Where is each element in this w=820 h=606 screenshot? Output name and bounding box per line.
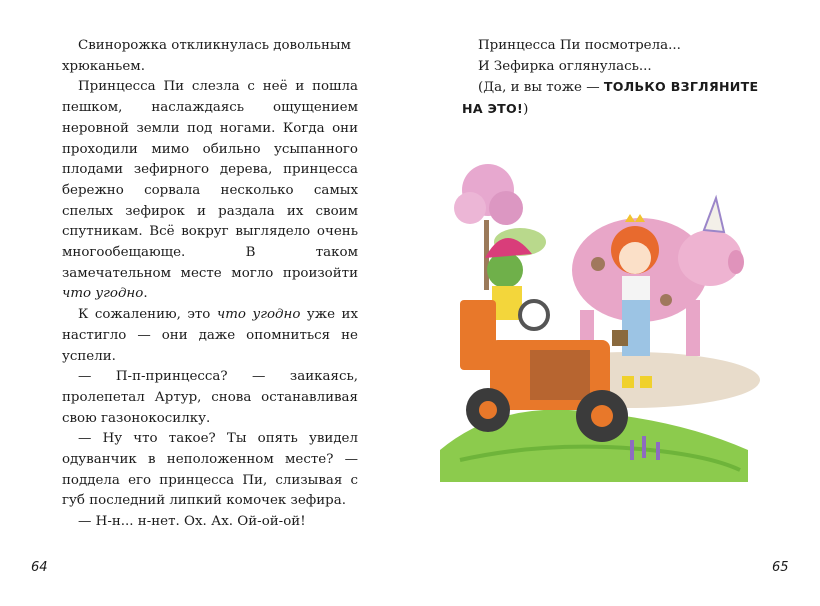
paragraph-3 — [62, 305, 358, 367]
line-4 — [462, 99, 762, 121]
paragraph-6: — Н-н... н-нет. Ох. Ах. Ой-ой-ой! — [78, 514, 306, 530]
left-text-column — [62, 36, 358, 533]
line-3 — [462, 77, 762, 99]
period: . — [143, 286, 148, 302]
line-1: Принцесса Пи посмотрела... — [478, 38, 681, 53]
right-page — [410, 0, 820, 606]
line-3-text: (Да, и вы тоже — — [478, 80, 600, 96]
paragraph-3-end: уже их настигло — они даже опомниться не успели. — [62, 307, 359, 364]
paragraph-1: Свинорожка откликнулась довольным хрюканьем. — [62, 38, 351, 74]
italic-phrase-2: что угодно — [216, 307, 301, 323]
paragraph-2 — [62, 77, 358, 305]
shout-text: ТОЛЬКО ВЗГЛЯНИТЕ — [603, 79, 759, 95]
line-2: И Зефирка оглянулась... — [478, 58, 652, 74]
close-paren: ) — [523, 102, 529, 118]
paragraph-4: — П-п-принцесса? — заикаясь, пролепетал Артур, снова останавливая свою газонокосилку. — [62, 369, 358, 426]
page-number-right: 65 — [772, 560, 789, 575]
illustration — [430, 150, 760, 490]
shout-text-2: НА ЭТО! — [462, 101, 524, 117]
paragraph-2-text: Принцесса Пи слезла с неё и пошла пешком, наслаждаясь ощущением неровной земли под ногами. Когда они проходили мимо обильно усыпанного плодами зефирного дерева, принцесса бережно сорвала несколько самых спелых зефирок и раздала их своим спутникам. Всё вокруг выглядело очень многообещающе. В таком замечательном месте могло произойти — [62, 79, 358, 281]
paragraph-3-start: К сожалению, это — [78, 307, 211, 323]
right-text-column — [462, 36, 762, 121]
page-number-left: 64 — [31, 560, 48, 575]
italic-phrase-1: что угодно — [62, 286, 144, 302]
paragraph-5: — Ну что такое? Ты опять увидел одуванчик в неположенном месте? — поддела его принцесса Пи, слизывая с губ последний липкий комочек зефира. — [62, 431, 358, 509]
